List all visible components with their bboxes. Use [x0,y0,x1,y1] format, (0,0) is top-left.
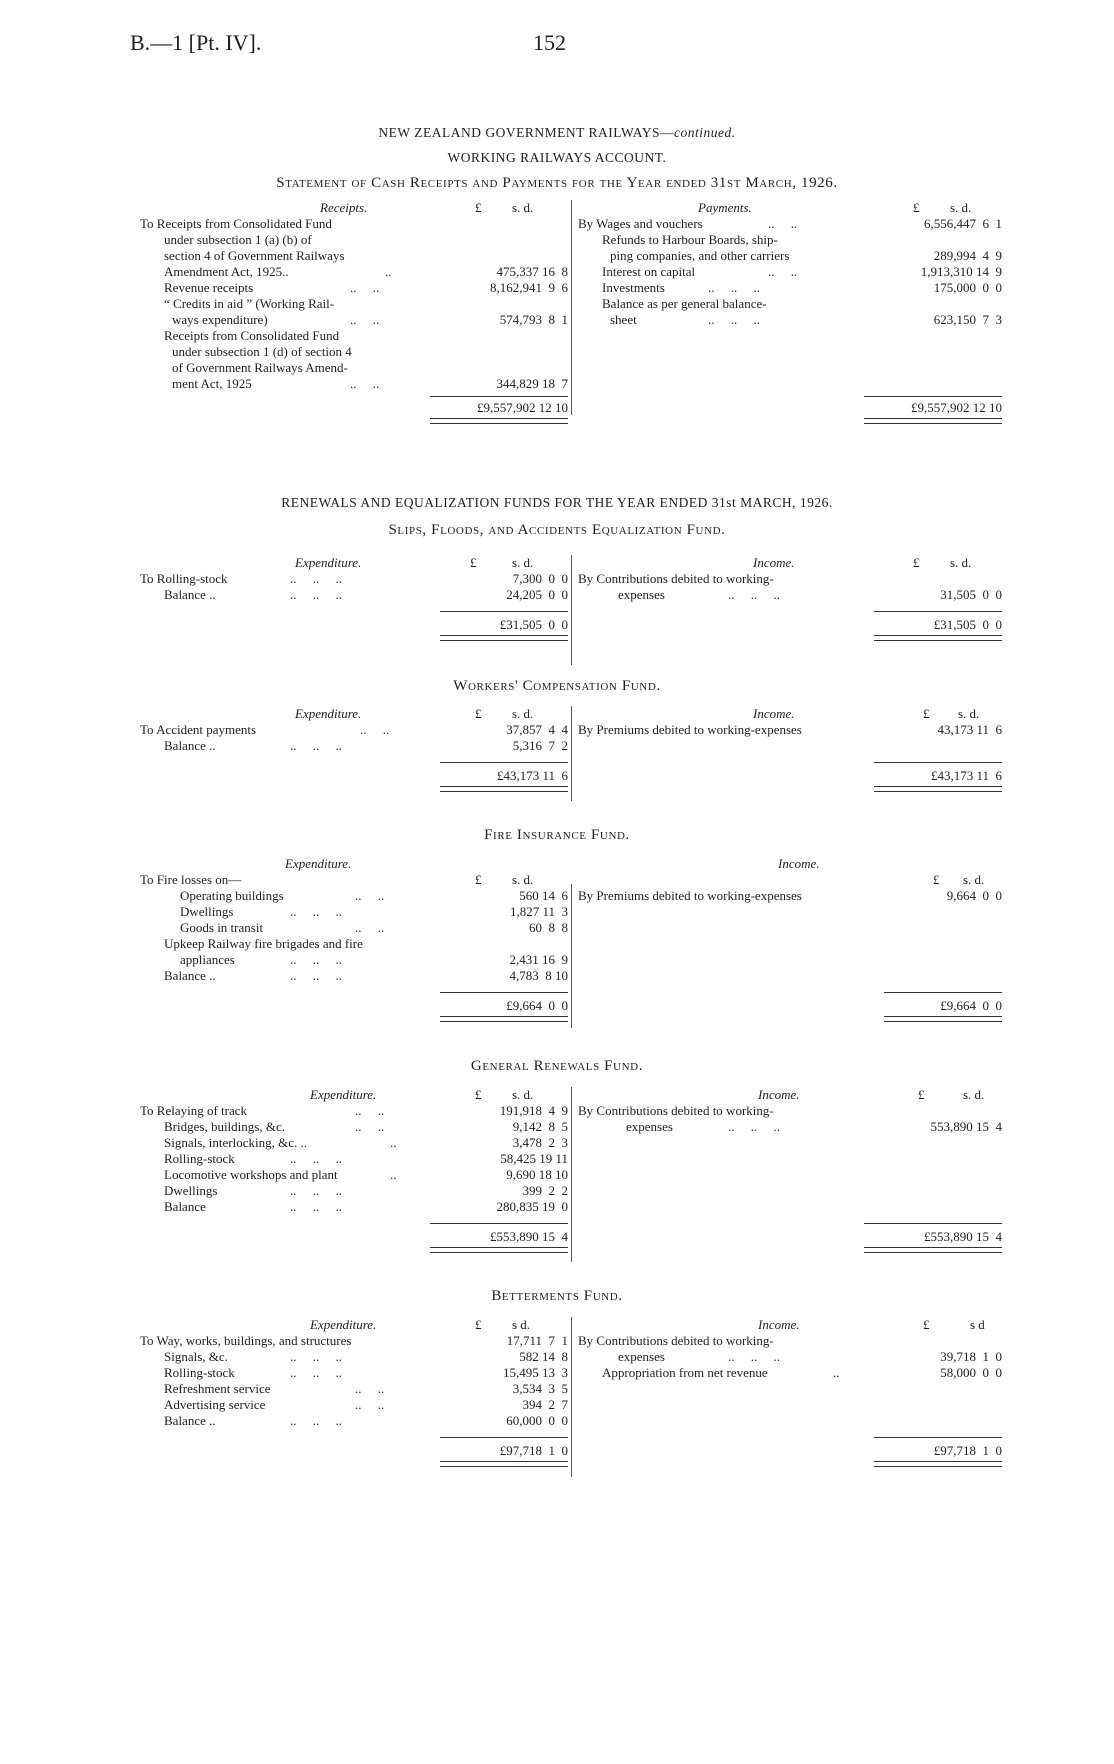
amount: 39,718 1 0 [940,1349,1002,1364]
total: £97,718 1 0 [499,1443,568,1458]
amount: 15,495 13 3 [503,1365,568,1380]
dot-leader: .. .. .. [290,904,342,919]
working-title: WORKING RAILWAYS ACCOUNT. [447,150,667,165]
total: £9,664 0 0 [506,998,568,1013]
double-rule [864,418,1002,424]
total: £9,557,902 12 10 [911,400,1002,415]
double-rule [884,1016,1002,1022]
workers-title: Workers' Compensation Fund. [453,678,661,694]
line: ways expenditure) [172,312,268,327]
slips-fund [140,555,1002,665]
amount: 31,505 0 0 [940,587,1002,602]
amount: 1,827 11 3 [509,904,568,919]
line: To Accident payments [140,722,257,737]
line: Locomotive workshops and plant [164,1167,338,1182]
sd-head: s. d. [963,1087,985,1102]
double-rule [440,1016,568,1022]
pound-head: £ [913,200,920,215]
line: ment Act, 1925 [172,376,252,391]
amount: 574,793 8 1 [499,312,568,327]
sd-head: s. d. [512,200,534,215]
amount: 43,173 11 6 [937,722,1002,737]
double-rule [440,786,568,792]
double-rule [430,1247,568,1253]
line: expenses [618,587,665,602]
line: Appropriation from net revenue [602,1365,768,1380]
income-heading: Income. [753,555,795,570]
line: By Contributions debited to working- [578,571,774,586]
amount: 9,664 0 0 [946,888,1002,903]
amount: 58,425 19 11 [500,1151,568,1166]
income-heading: Income. [758,1317,800,1332]
page-number: 152 [533,30,566,55]
line: Interest on capital [602,264,696,279]
line: Advertising service [164,1397,266,1412]
dot-leader: .. .. .. [290,738,342,753]
column-divider [571,200,572,415]
rule [864,396,1002,397]
line: Balance [164,1199,206,1214]
amount: 4,783 8 10 [509,968,568,983]
line: ping companies, and other carriers [610,248,790,263]
line: sheet [610,312,637,327]
amount: 191,918 4 9 [499,1103,568,1118]
amount: 9,690 18 10 [506,1167,568,1182]
total: £31,505 0 0 [499,617,568,632]
line: To Fire losses on— [140,872,242,887]
dot-leader: .. .. [355,920,385,935]
line: Upkeep Railway fire brigades and fire [164,936,363,951]
column-divider [571,706,572,801]
dot-leader: .. .. .. [290,1199,342,1214]
dot-leader: .. .. [350,376,380,391]
amount: 280,835 19 0 [496,1199,568,1214]
total: £9,664 0 0 [940,998,1002,1013]
line: By Premiums debited to working-expenses [578,722,802,737]
dot-leader: .. .. .. [290,1365,342,1380]
expenditure-heading: Expenditure. [310,1087,377,1102]
line: appliances [180,952,235,967]
line: Balance as per general balance- [602,296,767,311]
line: To Rolling-stock [140,571,228,586]
line: By Wages and vouchers [578,216,703,231]
income-heading: Income. [758,1087,800,1102]
amount: 394 2 7 [522,1397,568,1412]
line: “ Credits in aid ” (Working Rail- [164,296,335,311]
line: Investments [602,280,665,295]
double-rule [874,1461,1002,1467]
line: Goods in transit [180,920,264,935]
dot-leader: .. .. [360,722,390,737]
line: Receipts from Consolidated Fund [164,328,340,343]
rule [440,1437,568,1438]
amount: 289,994 4 9 [933,248,1002,263]
expenditure-heading: Expenditure. [295,555,362,570]
dot-leader: .. .. .. [290,1151,342,1166]
dot-leader: .. .. [350,312,380,327]
slips-title: Slips, Floods, and Accidents Equalization Fund. [388,522,726,538]
dot-leader: .. [390,1135,397,1150]
amount: 24,205 0 0 [506,587,568,602]
total: £43,173 11 6 [930,768,1002,783]
dot-leader: .. .. .. [290,1349,342,1364]
pound-head: £ [923,706,930,721]
line: Bridges, buildings, &c. [164,1119,285,1134]
total: £9,557,902 12 10 [477,400,568,415]
rule [440,992,568,993]
dot-leader: .. .. .. [708,312,760,327]
workers-fund [140,706,1002,801]
line: By Contributions debited to working- [578,1103,774,1118]
dot-leader: .. .. .. [290,1183,342,1198]
line: Rolling-stock [164,1365,235,1380]
column-divider [571,1087,572,1262]
dot-leader: .. .. [350,280,380,295]
line: under subsection 1 (a) (b) of [164,232,312,247]
income-heading: Income. [778,856,820,871]
amount: 1,913,310 14 9 [920,264,1002,279]
total: £31,505 0 0 [933,617,1002,632]
rule [874,611,1002,612]
line: Signals, &c. [164,1349,228,1364]
dot-leader: .. [390,1167,397,1182]
line: Rolling-stock [164,1151,235,1166]
line: Balance .. [164,968,216,983]
double-rule [440,1461,568,1467]
pound-head: £ [470,555,477,570]
amount: 7,300 0 0 [512,571,568,586]
total: £553,890 15 4 [490,1229,568,1244]
sd-head: s. d. [950,200,972,215]
amount: 344,829 18 7 [496,376,568,391]
dot-leader: .. .. [768,264,798,279]
amount: 399 2 2 [522,1183,568,1198]
income-heading: Income. [753,706,795,721]
sd-head: s d [970,1317,985,1332]
rule [440,762,568,763]
betterments-title: Betterments Fund. [491,1288,623,1304]
line: By Premiums debited to working-expenses [578,888,802,903]
dot-leader: .. .. [355,1381,385,1396]
amount: 582 14 8 [519,1349,568,1364]
sd-head: s. d. [512,1087,534,1102]
pound-head: £ [475,1317,482,1332]
amount: 9,142 8 5 [512,1119,568,1134]
main-title: NEW ZEALAND GOVERNMENT RAILWAYS—continued. [378,125,736,140]
amount: 58,000 0 0 [940,1365,1002,1380]
column-divider [571,884,572,1028]
line: To Receipts from Consolidated Fund [140,216,332,231]
column-divider [571,555,572,665]
line: Operating buildings [180,888,284,903]
amount: 475,337 16 8 [496,264,568,279]
rule [874,762,1002,763]
amount: 60,000 0 0 [506,1413,568,1428]
line: Amendment Act, 1925.. [164,264,289,279]
dot-leader: .. .. .. [728,1119,780,1134]
pound-head: £ [475,872,482,887]
amount: 553,890 15 4 [930,1119,1002,1134]
fire-fund [140,856,1002,1028]
receipts-heading: Receipts. [320,200,368,215]
rule [430,1223,568,1224]
line: Balance .. [164,738,216,753]
working-account [140,200,1002,415]
sd-head: s. d. [512,706,534,721]
line: Balance .. [164,1413,216,1428]
line: Refreshment service [164,1381,271,1396]
rule [874,1437,1002,1438]
dot-leader: .. .. .. [290,952,342,967]
line: expenses [618,1349,665,1364]
total: £43,173 11 6 [496,768,568,783]
rule [884,992,1002,993]
amount: 3,534 3 5 [512,1381,568,1396]
dot-leader: .. .. .. [728,1349,780,1364]
total: £97,718 1 0 [933,1443,1002,1458]
pound-head: £ [923,1317,930,1332]
expenditure-heading: Expenditure. [285,856,352,871]
pound-head: £ [475,1087,482,1102]
sd-head: s. d. [963,872,985,887]
rule [440,611,568,612]
sd-head: s. d. [512,872,534,887]
amount: 5,316 7 2 [512,738,568,753]
line: Revenue receipts [164,280,254,295]
amount: 560 14 6 [519,888,568,903]
amount: 3,478 2 3 [512,1135,568,1150]
pound-head: £ [913,555,920,570]
line: Dwellings [180,904,234,919]
pound-head: £ [475,706,482,721]
statement-title: Statement of Cash Receipts and Payments for the Year ended 31st March, 1926. [276,175,838,191]
renewals-title: RENEWALS AND EQUALIZATION FUNDS FOR THE YEAR ENDED 31st MARCH, 1926. [281,495,833,510]
double-rule [430,418,568,424]
column-divider [571,1317,572,1477]
amount: 17,711 7 1 [506,1333,568,1348]
line: To Way, works, buildings, and structures [140,1333,352,1348]
dot-leader: .. .. .. [290,587,342,602]
dot-leader: .. .. .. [290,571,342,586]
total: £553,890 15 4 [924,1229,1002,1244]
expenditure-heading: Expenditure. [295,706,362,721]
sd-head: s. d. [512,555,534,570]
sd-head: s d. [512,1317,531,1332]
sd-head: s. d. [958,706,980,721]
dot-leader: .. .. [355,1397,385,1412]
dot-leader: .. [385,264,392,279]
line: Dwellings [164,1183,218,1198]
header-code: B.—1 [Pt. IV]. [130,30,262,55]
line: of Government Railways Amend- [172,360,348,375]
line: Refunds to Harbour Boards, ship- [602,232,778,247]
amount: 2,431 16 9 [509,952,568,967]
fire-title: Fire Insurance Fund. [484,827,630,843]
general-fund [140,1087,1002,1262]
dot-leader: .. [833,1365,840,1380]
pound-head: £ [918,1087,925,1102]
sd-head: s. d. [950,555,972,570]
pound-head: £ [933,872,940,887]
dot-leader: .. .. [355,1103,385,1118]
line: To Relaying of track [140,1103,248,1118]
amount: 623,150 7 3 [933,312,1002,327]
line: under subsection 1 (d) of section 4 [172,344,352,359]
rule [430,396,568,397]
betterments-fund [140,1317,1002,1477]
line: Balance .. [164,587,216,602]
dot-leader: .. .. .. [728,587,780,602]
pound-head: £ [475,200,482,215]
dot-leader: .. .. [355,888,385,903]
double-rule [874,635,1002,641]
dot-leader: .. .. .. [708,280,760,295]
dot-leader: .. .. .. [290,968,342,983]
amount: 175,000 0 0 [933,280,1002,295]
amount: 60 8 8 [529,920,568,935]
line: expenses [626,1119,673,1134]
amount: 8,162,941 9 6 [490,280,568,295]
expenditure-heading: Expenditure. [310,1317,377,1332]
amount: 6,556,447 6 1 [924,216,1002,231]
dot-leader: .. .. [768,216,798,231]
payments-heading: Payments. [698,200,752,215]
double-rule [874,786,1002,792]
amount: 37,857 4 4 [506,722,568,737]
line: By Contributions debited to working- [578,1333,774,1348]
double-rule [440,635,568,641]
line: Signals, interlocking, &c. .. [164,1135,307,1150]
double-rule [864,1247,1002,1253]
general-title: General Renewals Fund. [470,1058,644,1074]
dot-leader: .. .. [355,1119,385,1134]
rule [864,1223,1002,1224]
line: section 4 of Government Railways [164,248,345,263]
dot-leader: .. .. .. [290,1413,342,1428]
